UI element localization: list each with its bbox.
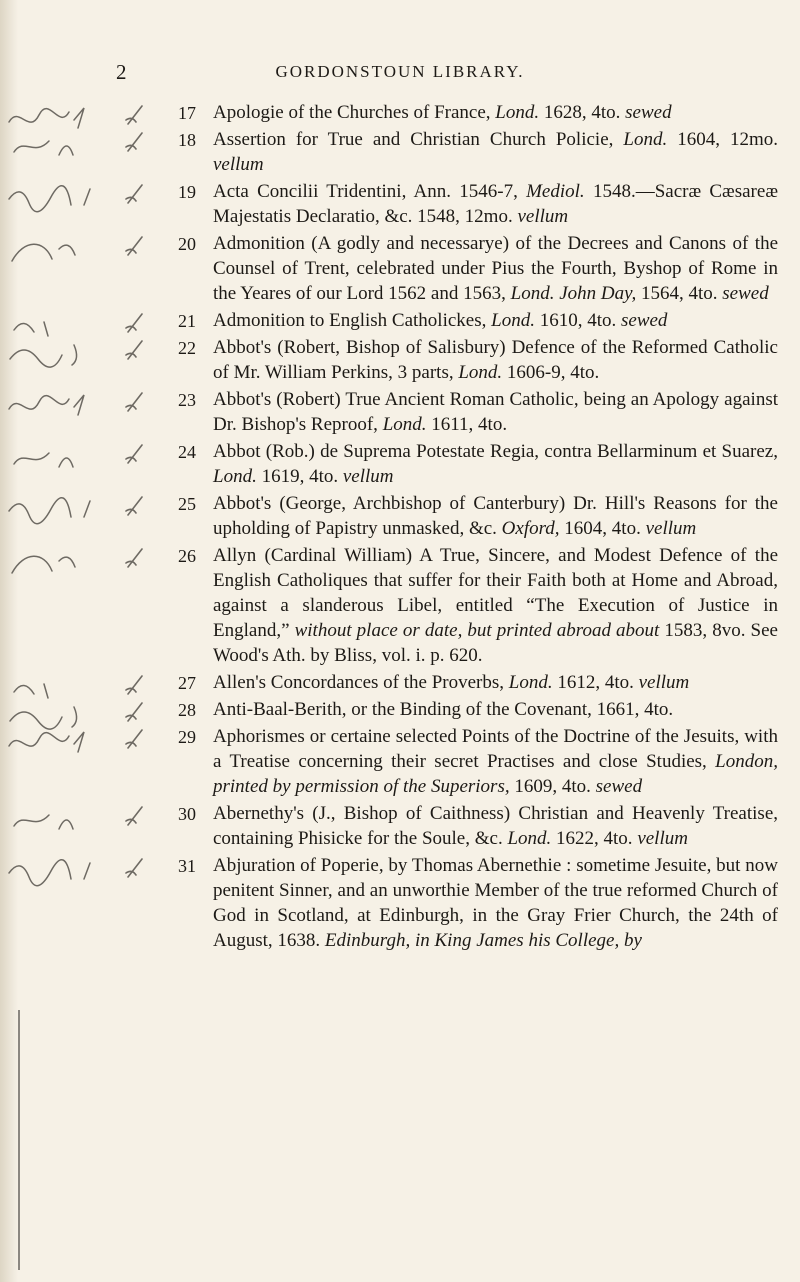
catalogue-entry — [0, 127, 800, 177]
entry-text-italic: Lond. — [507, 828, 552, 849]
entry-text-roman: 1583, 8vo. See Wood's Ath. by Bliss, vol. i. p. 620. — [213, 620, 778, 666]
handwritten-mark — [120, 231, 150, 259]
entry-text-roman: Abbot (Rob.) de Suprema Potestate Regia, contra Bellarminum et Suarez, — [213, 441, 778, 462]
entry-text-italic: Lond. John Day, — [510, 283, 637, 304]
entry-text-roman: 1628, 4to. — [539, 102, 626, 123]
entry-text-italic: vellum — [342, 466, 394, 487]
entry-text-roman: 1612, 4to. — [552, 672, 639, 693]
catalogue-entries — [0, 100, 800, 955]
handwritten-mark — [120, 179, 150, 207]
handwritten-mark — [120, 697, 150, 725]
entry-text — [213, 387, 778, 437]
entry-number: 26 — [178, 546, 196, 566]
entry-text-roman: Abbot's (Robert, Bishop of Salisbury) Defence of the Reformed Catholic of Mr. William Perkins, 3 parts, — [213, 337, 778, 383]
entry-text — [213, 670, 778, 695]
handwritten-mark — [120, 724, 150, 752]
handwritten-annotation — [4, 853, 109, 893]
handwritten-mark — [120, 127, 150, 155]
handwritten-mark — [120, 491, 150, 519]
entry-text-roman: 1606-9, 4to. — [502, 362, 600, 383]
handwritten-annotation — [4, 387, 109, 427]
entry-number: 31 — [178, 856, 196, 876]
handwritten-annotation — [4, 439, 109, 479]
entry-text-italic: Lond. — [491, 310, 535, 331]
handwritten-annotation — [4, 543, 109, 583]
entry-text-roman: Abjuration of Poperie, by Thomas Abernethie : sometime Jesuite, but now penitent Sinner, and an unworthie Member of the true reformed Church of God in Scotland, at Edinburgh, in the Gray Frier Church, the 24th of August, 1638. — [213, 855, 778, 951]
entry-text — [213, 853, 778, 953]
entry-text — [213, 335, 778, 385]
handwritten-mark — [120, 308, 150, 336]
catalogue-entry — [0, 308, 800, 333]
entry-text-italic: vellum — [637, 828, 688, 849]
handwritten-mark — [120, 670, 150, 698]
entry-text-italic: sewed — [625, 102, 672, 123]
page-number: 2 — [116, 60, 127, 84]
entry-number: 27 — [178, 673, 196, 693]
handwritten-mark — [120, 801, 150, 829]
handwritten-annotation — [4, 801, 109, 841]
entry-text-italic: Oxford, — [501, 518, 560, 539]
entry-text-italic: vellum — [645, 518, 697, 539]
handwritten-mark — [120, 335, 150, 363]
page-header — [0, 60, 800, 84]
entry-text-roman: 1604, 4to. — [559, 518, 646, 539]
entry-number: 21 — [178, 311, 196, 331]
entry-number: 24 — [178, 442, 196, 462]
entry-text-roman: Abbot's (Robert) True Ancient Roman Catholic, being an Apology against Dr. Bishop's Reproof, — [213, 389, 778, 435]
entry-text-italic: vellum — [638, 672, 690, 693]
entry-text-roman: 1564, 4to. — [636, 283, 723, 304]
handwritten-mark — [120, 853, 150, 881]
handwritten-annotation — [4, 724, 109, 764]
entry-text-roman: Admonition to English Catholickes, — [213, 310, 492, 331]
entry-text — [213, 308, 778, 333]
entry-number: 29 — [178, 727, 196, 747]
entry-number: 19 — [178, 182, 196, 202]
entry-number: 25 — [178, 494, 196, 514]
catalogue-entry — [0, 491, 800, 541]
catalogue-entry — [0, 179, 800, 229]
entry-text-italic: London, printed by permission of the Superiors, — [213, 751, 778, 797]
entry-number: 17 — [178, 103, 196, 123]
catalogue-entry — [0, 853, 800, 953]
entry-text-roman: 1622, 4to. — [551, 828, 638, 849]
entry-text-roman: 1611, 4to. — [426, 414, 508, 435]
entry-text-roman: Abbot's (George, Archbishop of Canterbury) Dr. Hill's Reasons for the upholding of Papistry unmasked, &c. — [213, 493, 778, 539]
entry-number: 18 — [178, 130, 196, 150]
entry-text-roman: 1609, 4to. — [509, 776, 596, 797]
entry-text — [213, 491, 778, 541]
entry-text-italic: without place or date, but printed abroad about — [294, 620, 660, 641]
entry-number: 22 — [178, 338, 196, 358]
entry-text-roman: 1604, 12mo. — [667, 129, 778, 150]
catalogue-entry — [0, 231, 800, 306]
entry-text-italic: sewed — [595, 776, 643, 797]
entry-number: 30 — [178, 804, 196, 824]
entry-text-roman: Allyn (Cardinal William) A True, Sincere, and Modest Defence of the English Catholiques that suffer for their Faith both at Home and Abroad, against a slanderous Libel, entitled “The Execution of Justice in England,” — [213, 545, 778, 641]
entry-text-italic: Lond. — [213, 466, 257, 487]
entry-text — [213, 179, 778, 229]
entry-text-italic: Lond. — [382, 414, 427, 435]
entry-text-roman: Assertion for True and Christian Church Policie, — [213, 129, 624, 150]
entry-text-roman: Anti-Baal-Berith, or the Binding of the Covenant, 1661, 4to. — [213, 699, 674, 720]
handwritten-annotation — [4, 491, 109, 531]
entry-text-roman: 1548.—Sacræ Cæsareæ Majestatis Declaratio, &c. 1548, 12mo. — [213, 181, 778, 227]
entry-text-roman: Apologie of the Churches of France, — [213, 102, 496, 123]
entry-number: 28 — [178, 700, 196, 720]
entry-text-roman: 1619, 4to. — [256, 466, 343, 487]
catalogue-entry — [0, 335, 800, 385]
running-head: GORDONSTOUN LIBRARY. — [275, 62, 525, 81]
entry-text — [213, 697, 778, 722]
entry-text — [213, 439, 778, 489]
entry-text-roman: Abernethy's (J., Bishop of Caithness) Christian and Heavenly Treatise, containing Phisicke for the Soule, &c. — [213, 803, 778, 849]
entry-text-roman: Allen's Concordances of the Proverbs, — [213, 672, 509, 693]
margin-pencil-line — [18, 1010, 20, 1270]
handwritten-annotation — [4, 127, 109, 167]
entry-text-italic: Edinburgh, in King James his College, by — [324, 930, 642, 951]
handwritten-mark — [120, 100, 150, 128]
entry-number: 20 — [178, 234, 196, 254]
entry-text-roman: Admonition (A godly and necessarye) of the Decrees and Canons of the Counsel of Trent, celebrated under Pius the Fourth, Byshop of Rome in the Yeares of our Lord 1562 and 1563, — [213, 233, 778, 304]
entry-number: 23 — [178, 390, 196, 410]
entry-text — [213, 801, 778, 851]
catalogue-entry — [0, 543, 800, 668]
catalogue-entry — [0, 670, 800, 695]
handwritten-annotation — [4, 335, 109, 375]
entry-text-italic: Lond. — [508, 672, 553, 693]
catalogue-entry — [0, 801, 800, 851]
entry-text — [213, 100, 778, 125]
handwritten-annotation — [4, 231, 109, 271]
entry-text-roman: Acta Concilii Tridentini, Ann. 1546-7, — [213, 181, 527, 202]
entry-text-italic: Lond. — [623, 129, 668, 150]
entry-text — [213, 724, 778, 799]
catalogue-entry — [0, 697, 800, 722]
handwritten-mark — [120, 439, 150, 467]
handwritten-annotation — [4, 179, 109, 219]
catalogue-entry — [0, 439, 800, 489]
handwritten-mark — [120, 387, 150, 415]
entry-text-roman: 1610, 4to. — [534, 310, 621, 331]
catalogue-entry — [0, 724, 800, 799]
entry-text — [213, 543, 778, 668]
catalogue-entry — [0, 387, 800, 437]
entry-text — [213, 231, 778, 306]
entry-text-italic: sewed — [722, 283, 769, 304]
entry-text — [213, 127, 778, 177]
entry-text-italic: Lond. — [495, 102, 540, 123]
catalogue-entry — [0, 100, 800, 125]
entry-text-italic: vellum — [213, 154, 264, 175]
entry-text-italic: Mediol. — [526, 181, 585, 202]
entry-text-italic: vellum — [517, 206, 569, 227]
entry-text-italic: sewed — [621, 310, 668, 331]
entry-text-roman: Aphorismes or certaine selected Points of the Doctrine of the Jesuits, with a Treatise concerning their secret Practises and close Studies, — [213, 726, 778, 772]
entry-text-italic: Lond. — [458, 362, 503, 383]
handwritten-mark — [120, 543, 150, 571]
